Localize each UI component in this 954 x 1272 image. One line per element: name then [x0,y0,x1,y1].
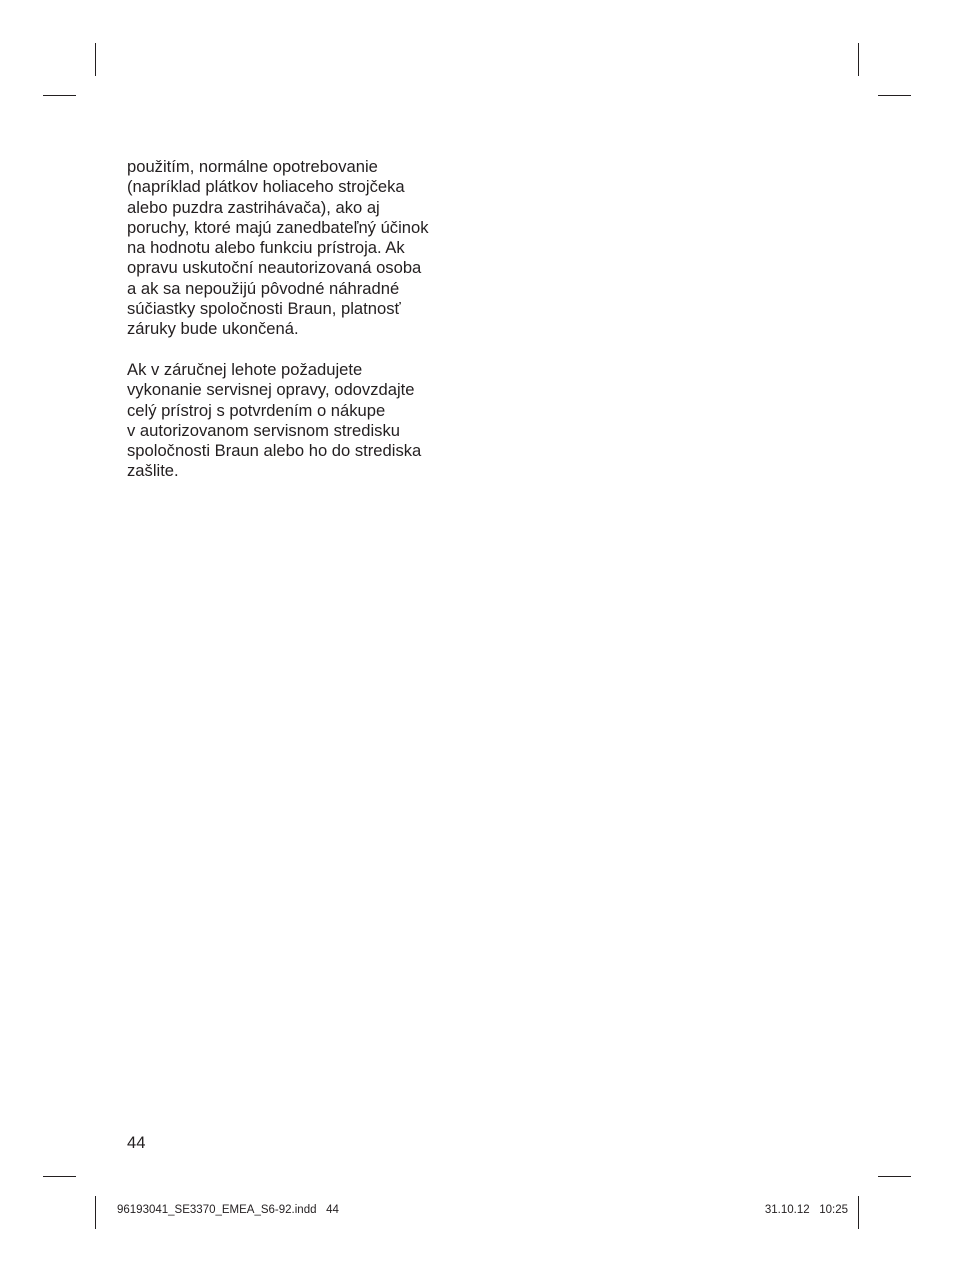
text-line: opravu uskutoční neautorizovaná osoba [127,258,422,278]
text-line: zašlite. [127,461,179,481]
slug-datetime: 31.10.12 10:25 [764,1204,848,1216]
text-line: alebo puzdra zastrihávača), ako aj [127,197,380,217]
crop-mark-top-left-vertical [95,43,96,76]
slug-file-info: 96193041_SE3370_EMEA_S6-92.indd 44 [117,1204,339,1216]
crop-mark-top-right-vertical [858,43,859,76]
text-line: v autorizovanom servisnom stredisku [127,420,400,440]
text-line: celý prístroj s potvrdením o nákupe [127,400,386,420]
crop-mark-top-right-horizontal [878,95,911,96]
text-line: súčiastky spoločnosti Braun, platnosť [127,299,401,319]
text-line: Ak v záručnej lehote požadujete [127,359,363,379]
crop-mark-bottom-left-vertical [95,1196,96,1229]
body-text [127,157,472,482]
text-line: vykonanie servisnej opravy, odovzdajte [127,380,415,400]
crop-mark-bottom-left-horizontal [43,1176,76,1177]
text-line: a ak sa nepoužijú pôvodné náhradné [127,278,400,298]
crop-mark-bottom-right-vertical [858,1196,859,1229]
text-line: spoločnosti Braun alebo ho do strediska [127,441,422,461]
text-line: na hodnotu alebo funkciu prístroja. Ak [127,238,405,258]
text-line: (napríklad plátkov holiaceho strojčeka [127,177,405,197]
paragraph-service-request [127,360,472,482]
text-line: záruky bude ukončená. [127,319,299,339]
text-line: použitím, normálne opotrebovanie [127,157,378,176]
paragraph-warranty-exclusions [127,157,472,340]
crop-mark-bottom-right-horizontal [878,1176,911,1177]
text-line: poruchy, ktoré majú zanedbateľný účinok [127,217,429,237]
crop-mark-top-left-horizontal [43,95,76,96]
page-number: 44 [127,1133,146,1152]
